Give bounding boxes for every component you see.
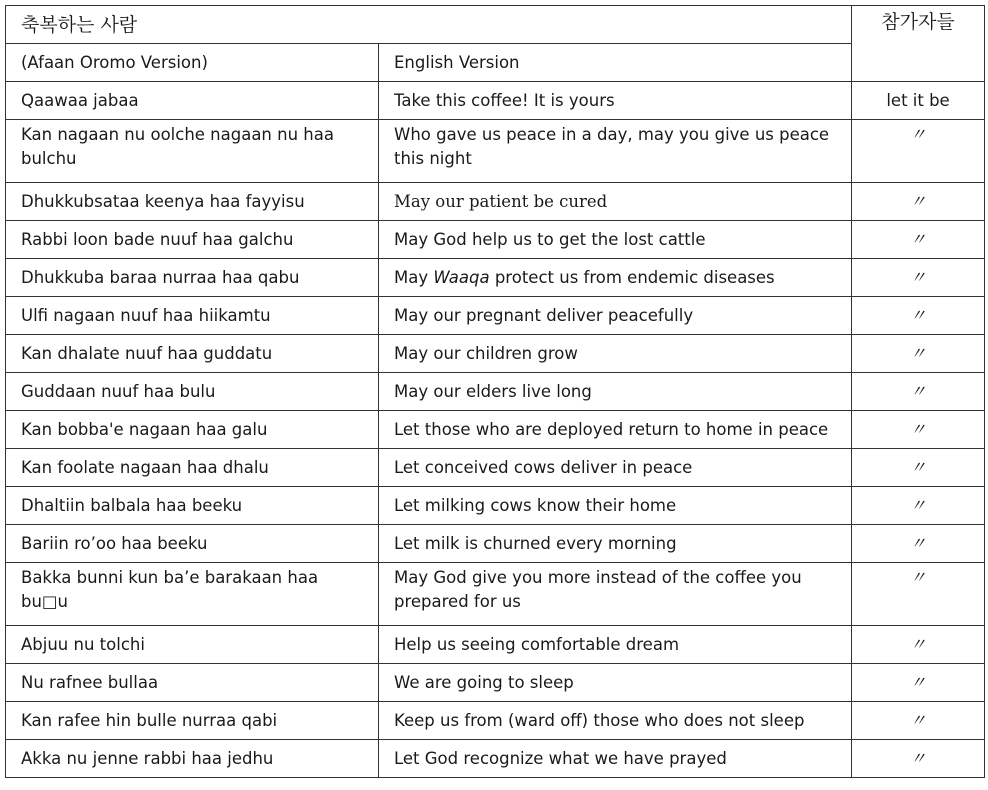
- oromo-cell: Kan dhalate nuuf haa guddatu: [6, 335, 379, 373]
- response-cell: 〃: [852, 411, 985, 449]
- response-cell: 〃: [852, 297, 985, 335]
- english-cell: We are going to sleep: [379, 664, 852, 702]
- table-row: [6, 335, 985, 373]
- response-cell: 〃: [852, 740, 985, 778]
- english-cell: Let conceived cows deliver in peace: [379, 449, 852, 487]
- response-cell: 〃: [852, 487, 985, 525]
- oromo-cell: Dhaltiin balbala haa beeku: [6, 487, 379, 525]
- response-cell: 〃: [852, 664, 985, 702]
- english-cell: May God give you more instead of the coffee you prepared for us: [379, 563, 852, 626]
- oromo-cell: Dhukkuba baraa nurraa haa qabu: [6, 259, 379, 297]
- english-cell: Let God recognize what we have prayed: [379, 740, 852, 778]
- response-cell: 〃: [852, 183, 985, 221]
- oromo-cell: Qaawaa jabaa: [6, 82, 379, 120]
- table-row: [6, 740, 985, 778]
- english-cell: May God help us to get the lost cattle: [379, 221, 852, 259]
- table-row: [6, 221, 985, 259]
- response-cell: 〃: [852, 563, 985, 626]
- response-cell: 〃: [852, 525, 985, 563]
- table-row: [6, 411, 985, 449]
- table-row: [6, 664, 985, 702]
- oromo-cell: Guddaan nuuf haa bulu: [6, 373, 379, 411]
- blessings-document: [5, 5, 985, 778]
- table-row: [6, 120, 985, 183]
- table-row: [6, 702, 985, 740]
- blessings-table: [5, 5, 985, 778]
- response-cell: 〃: [852, 373, 985, 411]
- response-cell: 〃: [852, 259, 985, 297]
- oromo-cell: Ulfi nagaan nuuf haa hiikamtu: [6, 297, 379, 335]
- oromo-cell: Akka nu jenne rabbi haa jedhu: [6, 740, 379, 778]
- table-row: [6, 563, 985, 626]
- oromo-cell: Dhukkubsataa keenya haa fayyisu: [6, 183, 379, 221]
- english-cell: May our elders live long: [379, 373, 852, 411]
- table-row: [6, 487, 985, 525]
- response-cell: let it be: [852, 82, 985, 120]
- participants-header: 참가자들: [852, 6, 985, 82]
- english-cell: [379, 259, 852, 297]
- english-cell: Who gave us peace in a day, may you give us peace this night: [379, 120, 852, 183]
- header-row-title: [6, 6, 985, 44]
- english-cell: Help us seeing comfortable dream: [379, 626, 852, 664]
- oromo-cell: Rabbi loon bade nuuf haa galchu: [6, 221, 379, 259]
- response-cell: 〃: [852, 449, 985, 487]
- response-cell: 〃: [852, 626, 985, 664]
- english-cell: Let milking cows know their home: [379, 487, 852, 525]
- oromo-cell: Nu rafnee bullaa: [6, 664, 379, 702]
- english-cell: May our patient be cured: [379, 183, 852, 221]
- table-row: [6, 183, 985, 221]
- response-cell: 〃: [852, 335, 985, 373]
- header-row-columns: [6, 44, 985, 82]
- table-row: [6, 82, 985, 120]
- english-cell: Let milk is churned every morning: [379, 525, 852, 563]
- oromo-cell: Kan nagaan nu oolche nagaan nu haa bulchu: [6, 120, 379, 183]
- table-row: [6, 259, 985, 297]
- english-cell: Let those who are deployed return to home in peace: [379, 411, 852, 449]
- english-text-post: protect us from endemic diseases: [489, 267, 775, 287]
- english-cell: Keep us from (ward off) those who does not sleep: [379, 702, 852, 740]
- table-row: [6, 449, 985, 487]
- oromo-cell: Abjuu nu tolchi: [6, 626, 379, 664]
- response-cell: 〃: [852, 120, 985, 183]
- oromo-cell: Bakka bunni kun ba’e barakaan haa bu□u: [6, 563, 379, 626]
- oromo-cell: Kan foolate nagaan haa dhalu: [6, 449, 379, 487]
- english-text-emphasis: Waaqa: [433, 267, 490, 287]
- oromo-cell: Kan bobba'e nagaan haa galu: [6, 411, 379, 449]
- english-cell: May our children grow: [379, 335, 852, 373]
- table-row: [6, 373, 985, 411]
- english-cell: Take this coffee! It is yours: [379, 82, 852, 120]
- response-cell: 〃: [852, 221, 985, 259]
- column-header-oromo: (Afaan Oromo Version): [6, 44, 379, 82]
- table-title: 축복하는 사람: [6, 6, 852, 44]
- column-header-english: English Version: [379, 44, 852, 82]
- oromo-cell: Kan rafee hin bulle nurraa qabi: [6, 702, 379, 740]
- english-text-pre: May: [394, 267, 434, 287]
- english-cell: May our pregnant deliver peacefully: [379, 297, 852, 335]
- table-row: [6, 525, 985, 563]
- response-cell: 〃: [852, 702, 985, 740]
- oromo-cell: Bariin ro’oo haa beeku: [6, 525, 379, 563]
- table-row: [6, 297, 985, 335]
- table-row: [6, 626, 985, 664]
